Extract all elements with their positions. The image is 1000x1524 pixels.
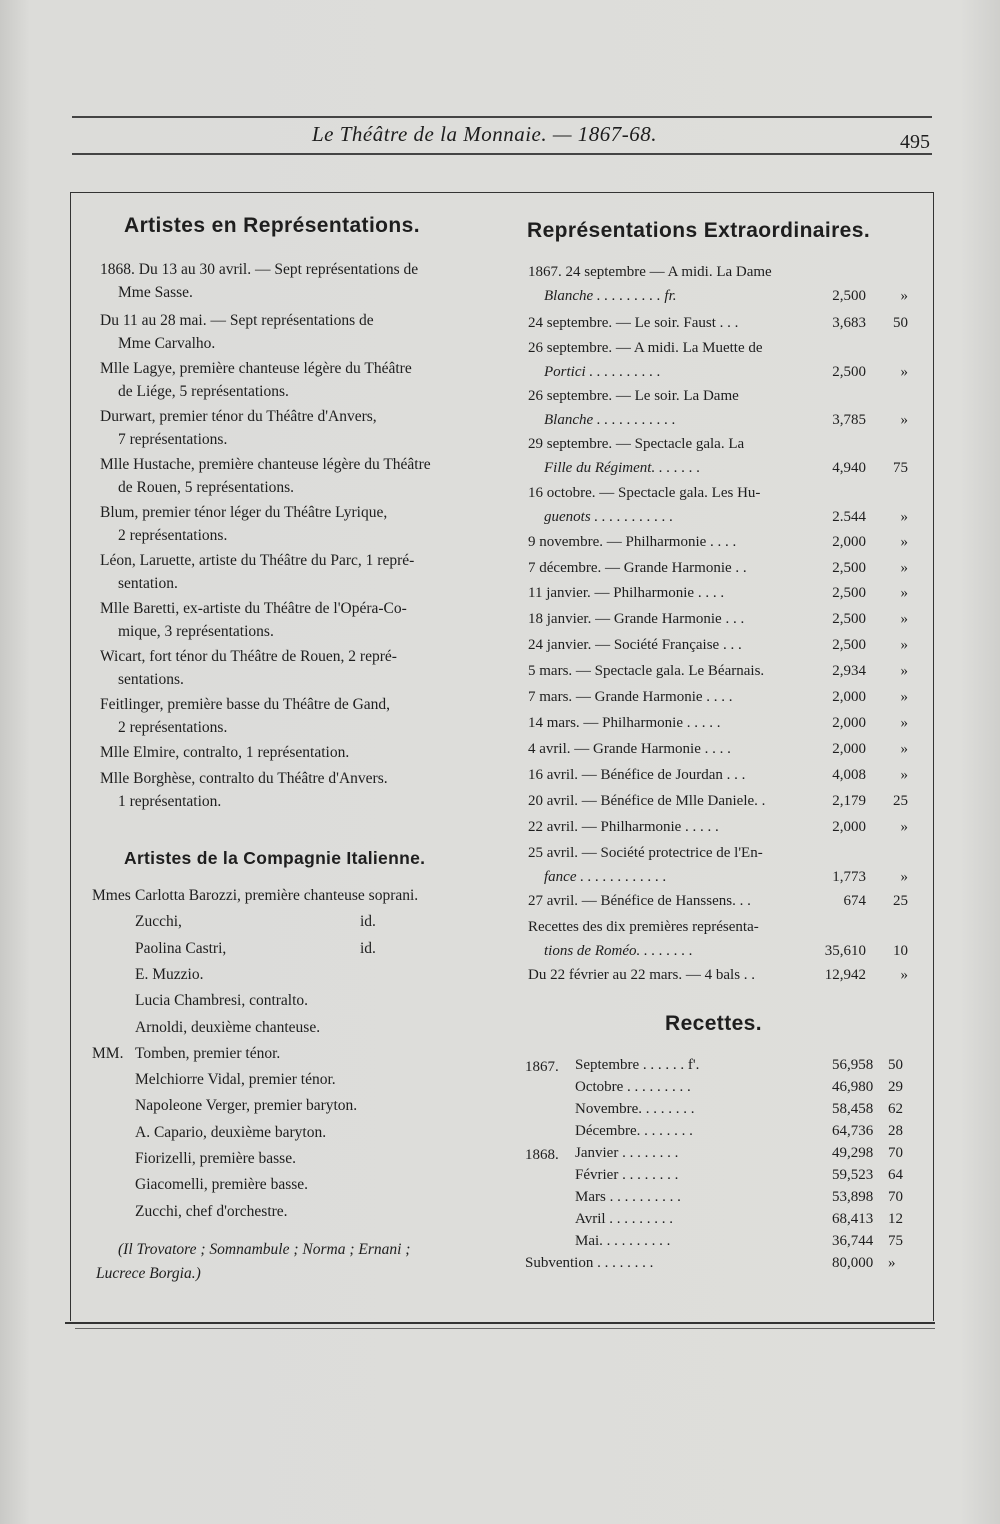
performance-amount-cents: » [900, 364, 908, 380]
artist-entry-line-1: Léon, Laruette, artiste du Théâtre du Parc, 1 repré- [100, 552, 415, 569]
receipts-cents: 12 [888, 1211, 903, 1227]
performance-amount-row [528, 963, 908, 987]
performance-line-2: Fille du Régiment. . . . . . . [544, 460, 701, 476]
performance-amount-row [528, 865, 908, 889]
performance-amount-cents: » [900, 585, 908, 601]
performance-amount: 2,500 [832, 585, 866, 601]
performance-amount-cents: » [900, 767, 908, 783]
performance-amount-row [528, 530, 908, 554]
performance-line-1: 11 janvier. — Philharmonie . . . . [528, 585, 725, 601]
artist-entry-line-1: Blum, premier ténor léger du Théâtre Lyrique, [100, 504, 388, 521]
company-member: E. Muzzio. [135, 965, 204, 983]
company-member: Paolina Castri, [135, 939, 227, 957]
artist-entry [100, 549, 490, 595]
page-number: 495 [900, 131, 930, 153]
artist-entry-line-1: Feitlinger, première basse du Théâtre de Gand, [100, 696, 391, 713]
performance-amount-cents: » [900, 509, 908, 525]
performance-line-1: Recettes des dix premières représenta- [528, 919, 759, 935]
performance-line-1: 14 mars. — Philharmonie . . . . . [528, 715, 721, 731]
performance-amount: 35,610 [824, 943, 866, 959]
performance-amount-cents: » [900, 741, 908, 757]
receipts-amount: 36,744 [832, 1233, 874, 1249]
receipts-amount: 58,458 [832, 1101, 874, 1117]
receipts-month: Subvention . . . . . . . . [525, 1255, 654, 1271]
company-prefix: MM. [92, 1044, 124, 1062]
performance-line-2: guenots . . . . . . . . . . . [544, 509, 674, 525]
performance-amount: 4,008 [832, 767, 866, 783]
header-top-rule [72, 116, 932, 118]
company-member: Lucia Chambresi, contralto. [135, 992, 309, 1010]
performance-line-2: fance . . . . . . . . . . . . [544, 869, 667, 885]
receipts-cents: 64 [888, 1167, 903, 1183]
performance-amount-row [528, 556, 908, 580]
performance-line-1: 18 janvier. — Grande Harmonie . . . [528, 611, 745, 627]
header-bottom-rule [72, 153, 932, 155]
performance-line-1: 7 décembre. — Grande Harmonie . . [528, 560, 747, 576]
performance-line-1: 29 septembre. — Spectacle gala. La [528, 436, 745, 452]
performance-line-1: 24 janvier. — Société Française . . . [528, 637, 742, 653]
company-prefix: Mmes [92, 887, 131, 904]
performance-amount: 674 [843, 893, 866, 909]
performance-amount: 2,000 [832, 689, 866, 705]
artist-entry [100, 767, 490, 813]
performance-amount-cents: 25 [893, 793, 908, 809]
artist-entry-line-2: de Rouen, 5 représentations. [118, 479, 295, 496]
artist-entry [100, 258, 490, 304]
artist-entry [100, 645, 490, 691]
artist-entry [100, 693, 490, 739]
company-member: Melchiorre Vidal, premier ténor. [135, 1071, 336, 1089]
performance-line-1: 26 septembre. — A midi. La Muette de [528, 340, 763, 356]
artist-entry [100, 309, 490, 355]
receipts-amount: 59,523 [832, 1167, 874, 1183]
company-member: Arnoldi, deuxième chanteuse. [135, 1018, 321, 1036]
performance-amount-cents: 50 [893, 315, 908, 331]
performance-line-1: 26 septembre. — Le soir. La Dame [528, 388, 739, 404]
performance-line-1: 22 avril. — Philharmonie . . . . . [528, 819, 719, 835]
performance-amount: 2,500 [832, 637, 866, 653]
performance-line-2: Portici . . . . . . . . . . [544, 364, 661, 380]
performance-amount-cents: 25 [893, 893, 908, 909]
receipts-month: Décembre. . . . . . . . [575, 1123, 693, 1139]
performance-amount: 2,934 [832, 663, 866, 679]
company-member: Zucchi, [135, 913, 182, 931]
performance-amount-row [528, 284, 908, 308]
performance-line-1: Du 22 février au 22 mars. — 4 bals . . [528, 967, 756, 983]
company-member: Fiorizelli, première basse. [135, 1150, 296, 1167]
artist-entry [100, 405, 490, 451]
performance-amount-row [528, 581, 908, 605]
performance-line-1: 24 septembre. — Le soir. Faust . . . [528, 315, 739, 331]
performance-amount-cents: 10 [893, 943, 908, 959]
artist-entry-line-2: sentation. [118, 575, 178, 592]
performance-amount: 3,785 [832, 412, 866, 428]
performance-amount-row [528, 737, 908, 761]
performance-amount-cents: » [900, 412, 908, 428]
performance-amount-cents: » [900, 689, 908, 705]
receipts-month: Mars . . . . . . . . . . [575, 1189, 681, 1205]
performance-amount: 2,500 [832, 288, 866, 304]
artist-entry-line-1: Mlle Lagye, première chanteuse légère du Théâtre [100, 360, 412, 377]
performance-amount-row [528, 889, 908, 913]
performance-amount-row [528, 659, 908, 683]
performance-amount-row [528, 789, 908, 813]
receipts-cents: 70 [888, 1189, 903, 1205]
running-title: Le Théâtre de la Monnaie. — 1867-68. [312, 122, 658, 146]
performance-amount-row [528, 505, 908, 529]
performance-amount-cents: » [900, 288, 908, 304]
performance-amount: 1,773 [832, 869, 866, 885]
artist-entry-line-2: Mme Sasse. [118, 284, 193, 301]
receipts-year: 1868. [525, 1147, 559, 1163]
content-frame-bottom-rule [65, 1322, 935, 1324]
receipts-amount: 46,980 [832, 1079, 874, 1095]
artist-entry-line-2: Mme Carvalho. [118, 335, 216, 352]
performance-amount: 2,500 [832, 364, 866, 380]
performance-line-2: tions de Roméo. . . . . . . . [544, 943, 693, 959]
performance-amount-cents: » [900, 869, 908, 885]
performance-amount: 2,000 [832, 819, 866, 835]
receipts-amount: 56,958 [832, 1057, 874, 1073]
receipts-cents: 50 [888, 1057, 903, 1073]
receipts-year: 1867. [525, 1059, 559, 1075]
performance-line-1: 27 avril. — Bénéfice de Hanssens. . . [528, 893, 751, 909]
artist-entry [100, 597, 490, 643]
receipts-title: Recettes. [665, 1012, 762, 1035]
performance-line-1: 4 avril. — Grande Harmonie . . . . [528, 741, 731, 757]
performance-amount-row [528, 685, 908, 709]
receipts-cents: 70 [888, 1145, 903, 1161]
artist-entry [100, 453, 490, 499]
performance-amount-cents: » [900, 715, 908, 731]
artist-entry-line-1: 1868. Du 13 au 30 avril. — Sept représentations de [100, 261, 419, 278]
artist-entry-line-1: Mlle Baretti, ex-artiste du Théâtre de l'Opéra-Co- [100, 600, 407, 617]
guest-artists-title: Artistes en Représentations. [124, 214, 420, 237]
performance-amount: 2,500 [832, 560, 866, 576]
receipts-amount: 64,736 [832, 1123, 874, 1139]
performance-amount: 4,940 [832, 460, 866, 476]
performance-amount-cents: » [900, 637, 908, 653]
artist-entry-line-2: 1 représentation. [118, 793, 222, 810]
performance-amount-row [528, 763, 908, 787]
performance-line-1: 9 novembre. — Philharmonie . . . . [528, 534, 737, 550]
performance-amount: 2,500 [832, 611, 866, 627]
artist-entry-line-1: Durwart, premier ténor du Théâtre d'Anvers, [100, 408, 377, 425]
performance-amount-row [528, 711, 908, 735]
repertoire-line-1: (Il Trovatore ; Somnambule ; Norma ; Ernani ; [118, 1241, 411, 1258]
artist-entry-line-2: 2 représentations. [118, 719, 228, 736]
performance-amount-row [528, 815, 908, 839]
performance-line-1: 1867. 24 septembre — A midi. La Dame [528, 264, 772, 280]
artist-entry-line-1: Mlle Elmire, contralto, 1 représentation. [100, 744, 350, 761]
receipts-cents: 75 [888, 1233, 903, 1249]
performance-amount-cents: » [900, 611, 908, 627]
italian-company-title: Artistes de la Compagnie Italienne. [124, 848, 426, 868]
performance-amount-row [528, 360, 908, 384]
performance-amount: 2,000 [832, 715, 866, 731]
receipts-amount: 68,413 [832, 1211, 874, 1227]
artist-entry-line-2: 7 représentations. [118, 431, 228, 448]
receipts-cents: 29 [888, 1079, 903, 1095]
performance-amount: 3,683 [832, 315, 866, 331]
artist-entry-line-2: sentations. [118, 671, 184, 688]
company-member-id: id. [360, 913, 376, 931]
artist-entry-line-1: Mlle Hustache, première chanteuse légère du Théâtre [100, 456, 431, 473]
artist-entry-line-1: Wicart, fort ténor du Théâtre de Rouen, 2 repré- [100, 648, 397, 665]
receipts-cents: 28 [888, 1123, 903, 1139]
artist-entry [100, 501, 490, 547]
receipts-month: Avril . . . . . . . . . [575, 1211, 674, 1227]
performance-amount-cents: » [900, 967, 908, 983]
receipts-month: Septembre . . . . . . f'. [575, 1057, 700, 1073]
performance-amount: 2.544 [832, 509, 866, 525]
artist-entry-line-1: Mlle Borghèse, contralto du Théâtre d'Anvers. [100, 770, 388, 787]
company-member: A. Capario, deuxième baryton. [135, 1123, 327, 1141]
receipts-cents: 62 [888, 1101, 903, 1117]
artist-entry-line-2: 2 représentations. [118, 527, 228, 544]
performance-amount-row [528, 311, 908, 335]
performance-line-1: 25 avril. — Société protectrice de l'En- [528, 845, 763, 861]
artist-entry [100, 357, 490, 403]
company-member: Tomben, premier ténor. [135, 1044, 281, 1062]
performance-amount-cents: » [900, 534, 908, 550]
performance-line-2: Blanche . . . . . . . . . . . [544, 412, 676, 428]
content-frame-bottom-rule-2 [75, 1328, 935, 1329]
extraordinary-performances-title: Représentations Extraordinaires. [527, 219, 871, 242]
company-member: Zucchi, chef d'orchestre. [135, 1202, 288, 1220]
performance-amount-row [528, 408, 908, 432]
performance-amount: 12,942 [824, 967, 866, 983]
performance-line-1: 16 avril. — Bénéfice de Jourdan . . . [528, 767, 746, 783]
receipts-amount: 53,898 [832, 1189, 874, 1205]
performance-amount-row [528, 607, 908, 631]
receipts-month: Novembre. . . . . . . . [575, 1101, 695, 1117]
receipts-month: Octobre . . . . . . . . . [575, 1079, 691, 1095]
performance-amount-cents: » [900, 560, 908, 576]
performance-line-1: 7 mars. — Grande Harmonie . . . . [528, 689, 733, 705]
performance-amount: 2,179 [832, 793, 866, 809]
receipts-month: Mai. . . . . . . . . . [575, 1233, 671, 1249]
performance-amount-row [528, 456, 908, 480]
performance-amount: 2,000 [832, 534, 866, 550]
performance-line-1: 5 mars. — Spectacle gala. Le Béarnais. [528, 663, 765, 679]
company-member: Carlotta Barozzi, première chanteuse soprani. [135, 887, 419, 904]
performance-line-1: 20 avril. — Bénéfice de Mlle Daniele. . [528, 793, 766, 809]
performance-amount-row [528, 939, 908, 963]
company-member: Giacomelli, première basse. [135, 1176, 309, 1194]
receipts-month: Janvier . . . . . . . . [575, 1145, 679, 1161]
repertoire-line-2: Lucrece Borgia.) [96, 1265, 201, 1282]
receipts-amount: 80,000 [832, 1255, 874, 1271]
performance-amount-row [528, 633, 908, 657]
performance-amount-cents: » [900, 663, 908, 679]
receipts-amount: 49,298 [832, 1145, 874, 1161]
performance-amount-cents: 75 [893, 460, 908, 476]
company-member: Napoleone Verger, premier baryton. [135, 1097, 358, 1115]
performance-line-1: 16 octobre. — Spectacle gala. Les Hu- [528, 485, 761, 501]
artist-entry [100, 741, 490, 764]
artist-entry-line-2: mique, 3 représentations. [118, 623, 274, 640]
receipts-cents: » [888, 1255, 896, 1271]
performance-amount-cents: » [900, 819, 908, 835]
company-member-id: id. [360, 939, 376, 957]
performance-line-2: Blanche . . . . . . . . . fr. [544, 288, 677, 304]
artist-entry-line-2: de Liége, 5 représentations. [118, 383, 289, 400]
performance-amount: 2,000 [832, 741, 866, 757]
receipts-month: Février . . . . . . . . [575, 1167, 679, 1183]
artist-entry-line-1: Du 11 au 28 mai. — Sept représentations de [100, 312, 374, 329]
